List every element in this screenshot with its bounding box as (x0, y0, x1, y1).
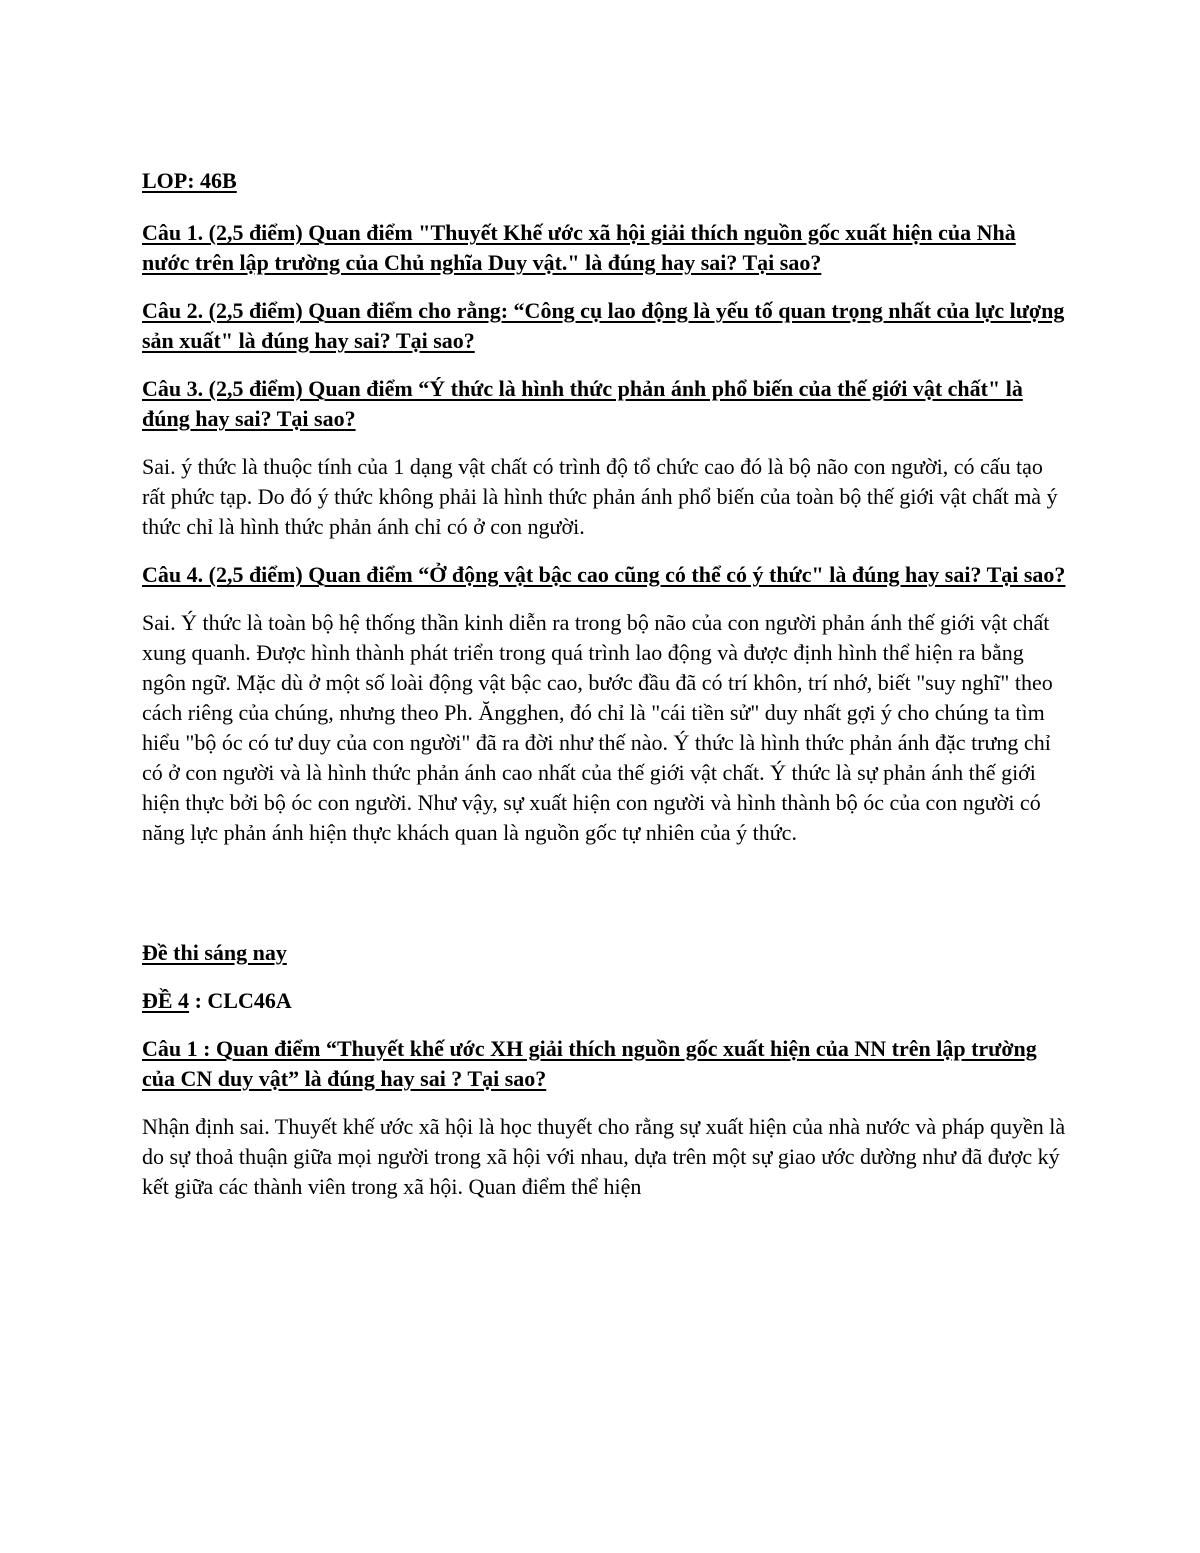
exam-4-separator: : (189, 988, 208, 1013)
exam-4-label: ĐỀ 4 (142, 988, 190, 1013)
question-3-heading: Câu 3. (2,5 điểm) Quan điểm “Ý thức là hình thức phản ánh phổ biến của thế giới vật chất" là đúng hay sai? Tại sao? (142, 376, 1023, 431)
exam-4-header (142, 986, 1067, 1016)
document-page (142, 166, 1067, 1202)
question-3-answer: Sai. ý thức là thuộc tính của 1 dạng vật chất có trình độ tổ chức cao đó là bộ não con người, có cấu tạo rất phức tạp. Do đó ý thức không phải là hình thức phản ánh phổ biến của toàn bộ thế giới vật chất mà ý thức chỉ là hình thức phản ánh chỉ có ở con người. (142, 454, 1058, 539)
exam-4-class: CLC46A (207, 988, 292, 1013)
exam-4-question-1-heading: Câu 1 : Quan điểm “Thuyết khế ước XH giải thích nguồn gốc xuất hiện của NN trên lập trường của CN duy vật” là đúng hay sai ? Tại sao? (142, 1036, 1037, 1091)
question-2-heading: Câu 2. (2,5 điểm) Quan điểm cho rằng: “Công cụ lao động là yếu tố quan trọng nhất của lực lượng sản xuất" là đúng hay sai? Tại sao? (142, 298, 1065, 353)
morning-exam-title: Đề thi sáng nay (142, 940, 287, 965)
class-label: LOP: 46B (142, 168, 237, 193)
question-4-answer: Sai. Ý thức là toàn bộ hệ thống thần kinh diễn ra trong bộ não của con người phản ánh thế giới vật chất xung quanh. Được hình thành phát triển trong quá trình lao động và được định hình thể hiện ra bằng ngôn ngữ. Mặc dù ở một số loài động vật bậc cao, bước đầu đã có trí khôn, trí nhớ, biết "suy nghĩ" theo cách riêng của chúng, nhưng theo Ph. Ăngghen, đó chỉ là "cái tiền sử" duy nhất gợi ý cho chúng ta tìm hiểu "bộ óc có tư duy của con người" đã ra đời như thế nào. Ý thức là hình thức phản ánh đặc trưng chỉ có ở con người và là hình thức phản ánh cao nhất của thế giới vật chất. Ý thức là sự phản ánh thế giới hiện thực bởi bộ óc con người. Như vậy, sự xuất hiện con người và hình thành bộ óc của con người có năng lực phản ánh hiện thực khách quan là nguồn gốc tự nhiên của ý thức. (142, 610, 1053, 845)
question-4-heading: Câu 4. (2,5 điểm) Quan điểm “Ở động vật bậc cao cũng có thể có ý thức" là đúng hay sai? Tại sao? (142, 562, 1066, 587)
question-1-heading: Câu 1. (2,5 điểm) Quan điểm "Thuyết Khế ước xã hội giải thích nguồn gốc xuất hiện của Nhà nước trên lập trường của Chủ nghĩa Duy vật." là đúng hay sai? Tại sao? (142, 220, 1016, 275)
exam-4-question-1-answer: Nhận định sai. Thuyết khế ước xã hội là học thuyết cho rằng sự xuất hiện của nhà nước và pháp quyền là do sự thoả thuận giữa mọi người trong xã hội với nhau, dựa trên một sự giao ước dường như đã được ký kết giữa các thành viên trong xã hội. Quan điểm thể hiện (142, 1114, 1066, 1199)
